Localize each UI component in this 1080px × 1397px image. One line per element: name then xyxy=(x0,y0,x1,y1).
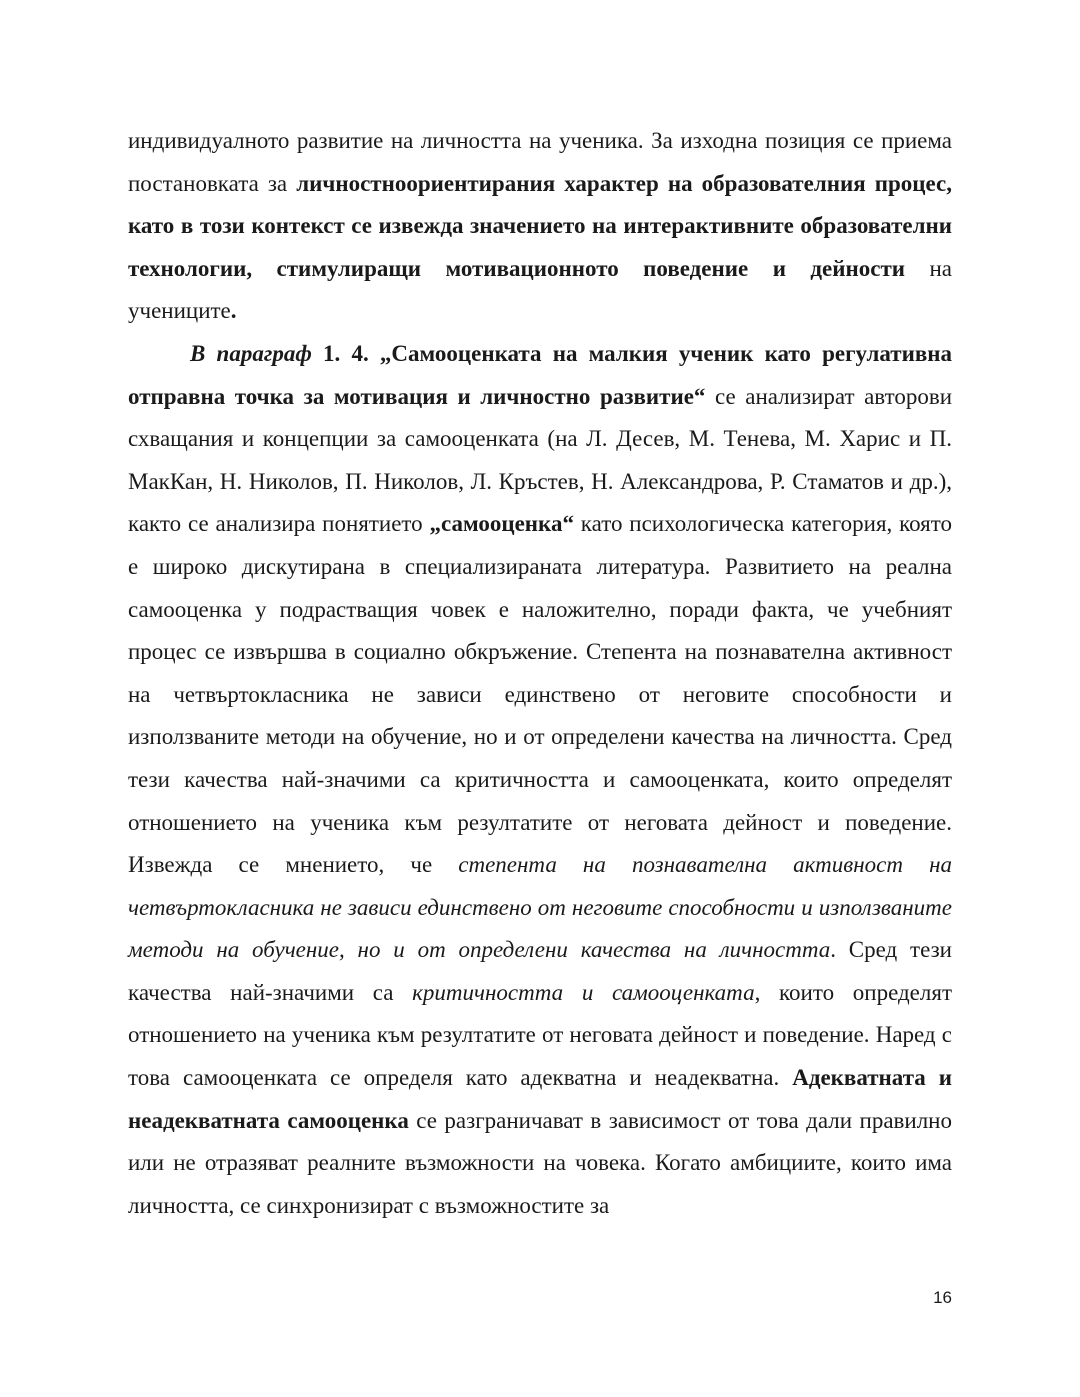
text-span: , които определят отношението на ученика към резултатите от неговата дейност и поведение. Наред с това самооценката се определя като адекватна и неадекватна. xyxy=(128,979,953,1091)
text-span: се анализират авторови схващания и концепции за самооценката (на Л. Десев, М. Тенева, М. Харис и П. МакКан, Н. Николов, П. Николов, Л. Кръстев, Н. Александрова, Р. Стаматов и др.), както се анализира понятието xyxy=(128,383,953,537)
bold-text-span: личностноориентирания характер на образователния процес, като в този контекст се извежда значението на интерактивните образователни технологии, стимулиращи мотивационното поведение и дейности xyxy=(128,170,952,281)
paragraph-2 xyxy=(128,333,952,1227)
bold-text-span: „самооценка“ xyxy=(429,511,574,537)
text-span: индивидуалното развитие на личността на ученика. За изходна позиция се приема постановката за xyxy=(128,128,952,196)
page-number: 16 xyxy=(933,1288,952,1307)
bold-text-span: 1. 4. „Самооценката на малкия ученик като регулативна отправна точка за мотивация и личностно развитие“ xyxy=(128,340,952,409)
text-span: се разграничават в зависимост от това дали правилно или не отразяват реалните възможности на човека. Когато амбициите, които има личността, се синхронизират с възможностите за xyxy=(128,1107,952,1218)
bold-text-span: Адекватната и неадекватната самооценка xyxy=(128,1065,952,1133)
text-span: на учениците xyxy=(128,255,952,324)
paragraph-1 xyxy=(128,120,952,333)
bold-text-span: . xyxy=(230,298,237,324)
bold-italic-text-span: В параграф xyxy=(190,340,312,366)
italic-text-span: степента на познавателна активност на четвъртокласника не зависи единствено от неговите способности и използваните методи на обучение, но и от определени качества на личността xyxy=(128,852,952,963)
italic-text-span: критичността и самооценката xyxy=(412,979,755,1005)
text-span: като психологическа категория, която е широко дискутирана в специализираната литература. Развитието на реална самооценка у подрастващия човек е наложително, поради факта, че учебният процес се извършва в социално обкръжение. Степента на познавателна активност на четвъртокласника не зависи единствено от неговите способности и използваните методи на обучение, но и от определени качества на личността. Сред тези качества най-значими са критичността и самооценката, които определят отношението на ученика към резултатите от неговата дейност и поведение. Извежда се мнението, че xyxy=(128,511,952,878)
text-span: . Сред тези качества най-значими са xyxy=(128,937,952,1005)
body-text xyxy=(128,120,952,1227)
